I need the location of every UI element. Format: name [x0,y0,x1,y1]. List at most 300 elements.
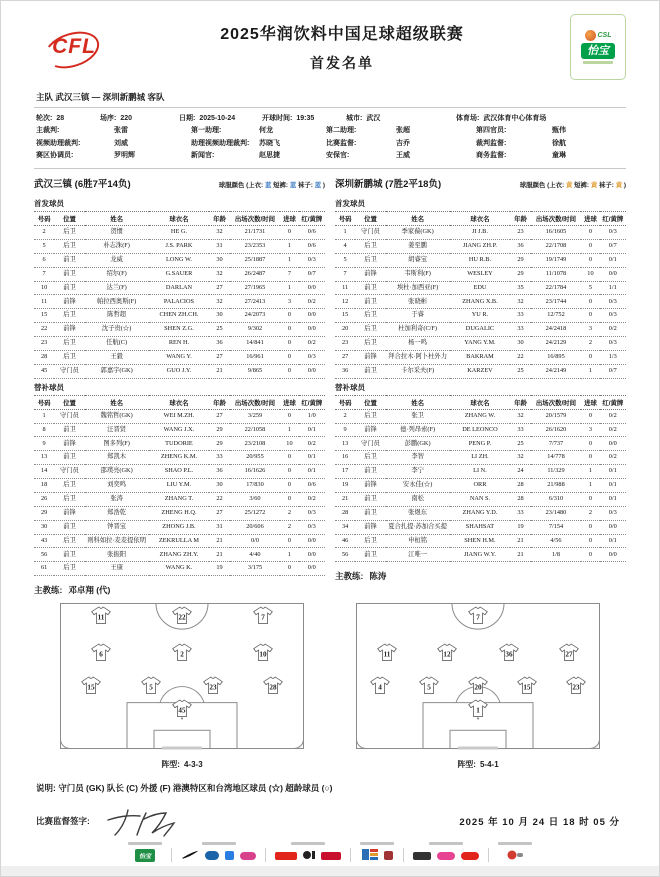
player-shirt-name: JIANG ZH.P. [450,239,511,253]
shirt-number: 28 [269,683,277,692]
column-header: 位置 [355,395,385,409]
table-row [335,239,626,253]
player-age: 28 [510,492,530,506]
player-number: 36 [335,364,355,378]
player-apps: 7/737 [531,437,582,451]
shirt-number: 11 [97,613,105,622]
player-apps: 23/2353 [230,239,281,253]
player-number: 1 [335,226,355,240]
player-cards: 0/2 [600,323,626,337]
player-position: 前卫 [355,295,385,309]
player-apps: 9/865 [230,364,281,378]
player-number: 5 [335,253,355,267]
player-shirt [171,642,193,663]
player-name: 龙威 [85,253,149,267]
sponsor-group [413,842,479,862]
table-row [34,323,325,337]
kit-item-label: 袜子: [598,182,614,189]
info-item [326,125,476,137]
player-age: 32 [510,295,530,309]
sponsor-strip [1,842,659,862]
player-name: 申桓铭 [386,534,450,548]
player-name: 陈哲超 [85,309,149,323]
sponsor-divider [488,848,489,862]
player-name: 张晓彬 [386,295,450,309]
player-shirt-name: GUO J.Y. [149,364,210,378]
info-item [36,138,191,150]
shirt-number: 20 [474,683,482,692]
player-shirt [80,675,102,696]
player-cards: 0/1 [600,465,626,479]
player-cards: 0/0 [299,562,325,576]
player-position: 前卫 [54,520,84,534]
info-item [346,113,456,125]
player-number: 28 [335,506,355,520]
info-value: 童琳 [552,151,566,159]
kit-item-label: 短裤: [574,182,590,189]
table-row [335,423,626,437]
player-age: 23 [510,226,530,240]
page-header [34,11,626,83]
migu-music-logo [461,852,479,860]
info-item [191,138,326,150]
player-position: 前卫 [355,492,385,506]
table-row [335,281,626,295]
player-shirt-name: YANG Y.M. [450,337,511,351]
player-position: 后卫 [54,562,84,576]
info-item [262,113,346,125]
table-row [335,520,626,534]
player-apps: 20/1579 [531,409,582,423]
info-value: 19:35 [296,115,315,122]
lenovo-logo [275,852,297,860]
player-age: 36 [209,337,229,351]
player-number: 4 [335,239,355,253]
kit-paren: ( [246,182,249,189]
player-cards: 0/1 [299,423,325,437]
player-cards: 0/7 [299,267,325,281]
table-row [34,437,325,451]
player-position: 前锋 [355,267,385,281]
shirt-number: 45 [178,707,186,716]
info-item [476,150,624,162]
team-name-text: 武汉三镇 [34,179,73,190]
info-value: 张超 [396,127,410,135]
table-row [335,506,626,520]
player-position: 后卫 [355,534,385,548]
player-apps: 21/988 [531,479,582,493]
coach-name: 陈涛 [369,571,387,582]
player-position: 前锋 [355,423,385,437]
player-shirt-name: ORR [450,479,511,493]
table-row [34,492,325,506]
player-shirt-name: ZHANG X.B. [450,295,511,309]
player-goals: 1 [581,465,599,479]
column-header: 年龄 [510,212,530,226]
column-header: 姓名 [386,395,450,409]
column-header: 进球 [581,212,599,226]
player-goals: 0 [280,492,298,506]
sponsor-logos [362,849,393,862]
player-apps: 26/2487 [230,267,281,281]
player-shirt [436,642,458,663]
coach-label: 主教练: [335,571,364,582]
table-row [335,226,626,240]
player-name: 沈子贵(☆) [85,323,149,337]
player-goals: 2 [581,506,599,520]
info-value: 王威 [396,151,410,159]
player-name: 则科如拉·麦麦提依明 [85,534,149,548]
team-name [34,176,131,190]
player-name: 郭嘉宇(GK) [85,364,149,378]
info-item [456,113,624,125]
player-cards: 1/1 [600,281,626,295]
info-value: 刘威 [114,139,128,147]
table-header-row [34,395,325,409]
player-goals: 0 [280,364,298,378]
player-age: 21 [209,364,229,378]
info-label: 第一助理: [191,127,222,135]
player-number: 23 [34,337,54,351]
player-number: 9 [34,437,54,451]
info-row [36,150,624,162]
yibao-logo: 怡宝 [135,849,155,862]
player-goals: 0 [581,451,599,465]
player-apps: 26/1620 [531,423,582,437]
player-goals: 1 [581,479,599,493]
player-shirt-name: CHEN ZH.CH. [149,309,210,323]
player-goals: 1 [280,281,298,295]
player-position: 前卫 [54,451,84,465]
player-number: 2 [34,226,54,240]
column-header: 姓名 [386,212,450,226]
info-item [326,150,476,162]
player-goals: 0 [581,548,599,562]
table-row [335,437,626,451]
player-cards: 0/2 [299,492,325,506]
player-apps: 0/0 [230,534,281,548]
table-row [335,295,626,309]
player-cards: 0/1 [600,492,626,506]
player-name: 卡尔采夫(F) [386,364,450,378]
player-shirt-name: DUGALIC [450,323,511,337]
column-header: 进球 [280,212,298,226]
player-age: 29 [510,267,530,281]
player-apps: 24/2073 [230,309,281,323]
starters-table [335,211,626,379]
player-age: 30 [209,309,229,323]
info-label: 日期: [179,115,196,122]
migu-video-logo [437,852,455,860]
player-age: 32 [510,409,530,423]
player-position: 前锋 [355,479,385,493]
player-number: 19 [335,479,355,493]
player-shirt-name: TUDORIE [149,437,210,451]
player-shirt-name: WANG Y. [149,350,210,364]
player-goals: 2 [280,506,298,520]
player-name: 达兰(F) [85,281,149,295]
player-name: 张煜东 [386,506,450,520]
player-position: 前锋 [355,350,385,364]
player-shirt-name: KARZEV [450,364,511,378]
info-value: 2025-10-24 [199,115,236,122]
player-position: 后卫 [355,239,385,253]
player-age: 32 [209,267,229,281]
player-shirt [171,698,193,719]
player-number: 2 [335,409,355,423]
player-name: 贺惯 [85,226,149,240]
player-shirt-name: PENG P. [450,437,511,451]
player-age: 22 [510,350,530,364]
yibao-csl-logo [570,14,626,80]
player-name: 李智 [386,451,450,465]
player-age: 19 [209,562,229,576]
column-header: 球衣名 [149,395,210,409]
player-name: 魏铭哲(GK) [85,409,149,423]
china-mobile-logo [205,851,219,860]
csl-logo-text: CSL [597,31,612,39]
player-number: 56 [34,548,54,562]
info-row [36,125,624,137]
shirt-number: 15 [87,683,95,692]
player-cards: 0/2 [600,423,626,437]
info-label: 赛区协调员: [36,151,74,159]
table-row [335,337,626,351]
player-shirt-name: JIANG W.Y. [450,548,511,562]
sponsor-divider [403,848,404,862]
player-age: 33 [209,451,229,465]
player-age: 28 [510,479,530,493]
player-apps: 25/1887 [230,253,281,267]
player-goals: 0 [581,295,599,309]
player-position: 后卫 [54,239,84,253]
player-goals: 0 [581,437,599,451]
column-header: 进球 [280,395,298,409]
shirt-number: 7 [476,613,480,622]
player-shirt-name: HU R.B. [450,253,511,267]
player-shirt [202,675,224,696]
player-goals: 3 [581,423,599,437]
table-row [335,465,626,479]
player-age: 31 [209,520,229,534]
info-value: 28 [56,115,65,122]
info-row [36,113,624,125]
player-shirt [90,605,112,626]
info-label: 场序: [100,115,117,122]
column-header: 位置 [54,212,84,226]
subs-table [335,395,626,563]
player-cards: 0/1 [600,253,626,267]
player-age: 35 [510,281,530,295]
shirt-number: 7 [261,613,265,622]
player-position: 后卫 [355,323,385,337]
player-position: 前卫 [54,281,84,295]
player-name: 帕拉西奥斯(F) [85,295,149,309]
table-row [34,451,325,465]
player-apps: 16/1605 [531,226,582,240]
player-age: 33 [510,309,530,323]
formation-label: 阵型: [161,760,180,770]
table-header-row [34,212,325,226]
cfl-logo-text: CFL [42,29,106,65]
player-age: 30 [510,337,530,351]
sponsor-caption-bar [429,842,463,845]
player-shirt-name: J.S. PARK [149,239,210,253]
player-name: 江唯一 [386,548,450,562]
player-age: 21 [209,534,229,548]
column-header: 位置 [54,395,84,409]
player-cards: 0/3 [600,506,626,520]
ball-icon [585,30,596,41]
player-shirt [376,642,398,663]
player-shirt [467,698,489,719]
player-apps: 27/1965 [230,281,281,295]
table-row [34,239,325,253]
match-info-grid [34,107,626,169]
player-number: 17 [335,465,355,479]
player-cards: 1/0 [299,409,325,423]
coach-line [34,584,325,596]
player-number: 15 [335,309,355,323]
signature-label: 比赛监督签字: [36,816,90,827]
player-apps: 16/961 [230,350,281,364]
player-apps: 3/60 [230,492,281,506]
shirt-number: 23 [572,683,580,692]
player-position: 前卫 [355,465,385,479]
player-position: 守门员 [355,437,385,451]
info-value: 吉乔 [396,139,410,147]
formations-row [34,602,626,770]
player-number: 11 [34,295,54,309]
player-cards: 0/3 [600,295,626,309]
info-label: 第二助理: [326,127,357,135]
info-item [476,125,624,137]
player-name: 张振阳 [85,548,149,562]
table-row [34,506,325,520]
player-goals: 2 [280,520,298,534]
player-age: 27 [209,409,229,423]
table-row [34,548,325,562]
column-header: 出场次数/时间 [531,212,582,226]
csl-emblem [585,30,612,41]
player-goals: 0 [280,479,298,493]
table-row [34,465,325,479]
page-subtitle: 首发名单 [310,55,374,71]
kit-item-label: 上衣: [248,182,264,189]
player-shirt [516,675,538,696]
player-apps: 14/778 [531,451,582,465]
player-apps: 4/56 [531,534,582,548]
player-position: 后卫 [355,451,385,465]
table-row [34,423,325,437]
player-name: 杨一鸣 [386,337,450,351]
shirt-number: 27 [565,650,573,659]
player-position: 后卫 [54,350,84,364]
player-position: 后卫 [54,337,84,351]
player-name: 南松 [386,492,450,506]
player-name: 任航(C) [85,337,149,351]
player-name: 张卫 [386,409,450,423]
player-goals: 7 [280,267,298,281]
player-position: 后卫 [355,409,385,423]
player-position: 后卫 [54,492,84,506]
player-shirt [467,675,489,696]
player-position: 前锋 [54,437,84,451]
player-apps: 14/841 [230,337,281,351]
player-position: 前锋 [355,520,385,534]
info-label: 主裁判: [36,127,60,135]
player-number: 16 [335,451,355,465]
player-cards: 1/3 [600,350,626,364]
player-shirt-name: YU R. [450,309,511,323]
table-row [335,548,626,562]
player-number: 18 [34,479,54,493]
player-name: 于睿 [386,309,450,323]
player-shirt [369,675,391,696]
player-number: 15 [34,309,54,323]
formation-value: 5-4-1 [479,760,499,770]
table-row [335,267,626,281]
column-header: 球衣名 [450,395,511,409]
kit-item-value: 蓝 [289,182,297,189]
kit-paren: ( [547,182,550,189]
match-title-line: 主队 武汉三镇 — 深圳新鹏城 客队 [36,92,165,102]
player-cards: 0/7 [600,364,626,378]
table-row [34,409,325,423]
shirt-number: 23 [209,683,217,692]
player-apps: 23/1744 [531,295,582,309]
player-shirt [171,605,193,626]
info-label: 轮次: [36,115,53,122]
player-position: 前卫 [355,281,385,295]
info-label: 第四官员: [476,127,507,135]
player-shirt-name: PALACIOS [149,295,210,309]
player-cards: 0/1 [299,451,325,465]
player-shirt-name: SHEN H.M. [450,534,511,548]
info-value: 赵思捷 [259,151,280,159]
player-shirt-name: ZHANG W. [450,409,511,423]
player-shirt-name: ZHANG T. [149,492,210,506]
kit-prefix: 球服颜色 [519,182,546,189]
table-row [34,309,325,323]
sponsor-logos [275,849,341,862]
table-row [34,281,325,295]
player-apps: 1/8 [531,548,582,562]
player-name: 彭鹏(GK) [386,437,450,451]
player-age: 30 [209,479,229,493]
column-header: 出场次数/时间 [230,212,281,226]
player-position: 前卫 [54,253,84,267]
starters-label: 首发球员 [335,199,365,208]
info-label: 比赛监督: [326,139,357,147]
player-apps: 16/895 [531,350,582,364]
player-cards: 0/0 [600,267,626,281]
formation-label: 阵型: [457,760,476,770]
player-apps: 22/1784 [531,281,582,295]
player-goals: 5 [581,281,599,295]
sponsor-caption-bar [498,842,532,845]
player-name: 夏合扎提·苏加合买提 [386,520,450,534]
column-header: 号码 [34,395,54,409]
player-number: 26 [34,492,54,506]
player-age: 33 [510,506,530,520]
table-row [34,253,325,267]
player-number: 61 [34,562,54,576]
table-row [34,479,325,493]
starters-label: 首发球员 [34,199,64,208]
cfl-league-logo [34,29,114,65]
sponsor-group [181,842,256,862]
